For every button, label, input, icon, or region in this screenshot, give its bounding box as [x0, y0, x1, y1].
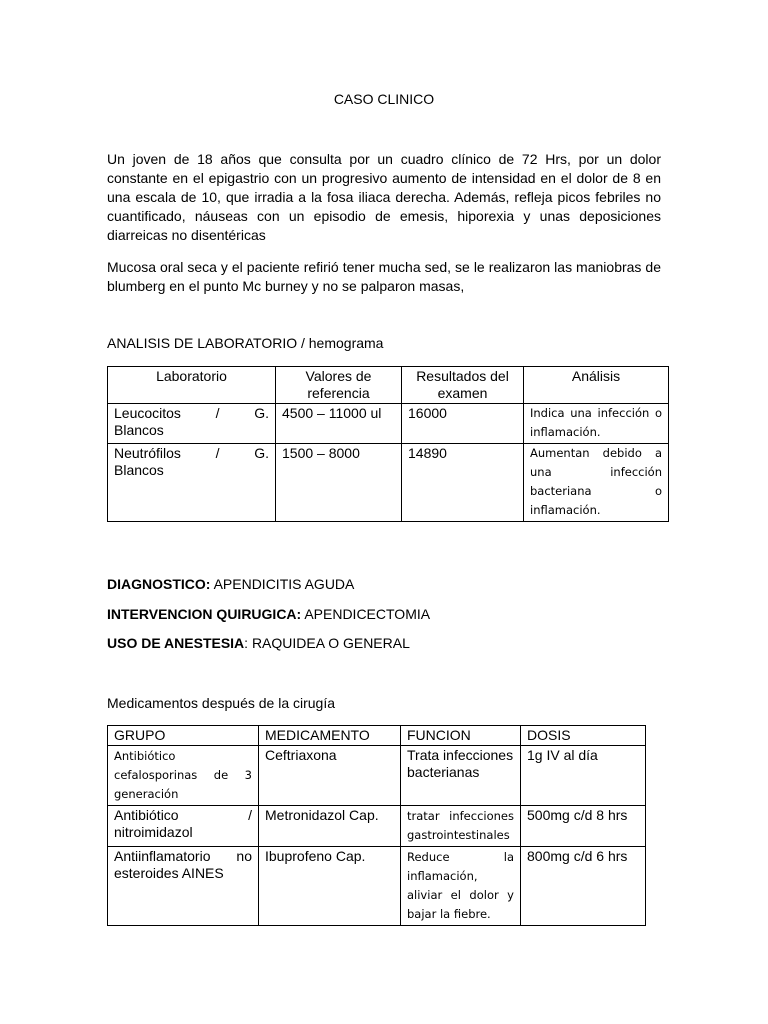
lab-header-result: Resultados del examen: [402, 367, 524, 404]
anesthesia-line: [107, 635, 410, 651]
meds-header-drug: MEDICAMENTO: [259, 726, 401, 746]
meds-cell-function: tratar infecciones gastrointestinales: [401, 806, 521, 847]
meds-cell-dose: 1g IV al día: [521, 746, 646, 806]
meds-cell-drug: Metronidazol Cap.: [259, 806, 401, 847]
lab-header-reference: Valores de referencia: [276, 367, 402, 404]
lab-name-part: Blancos: [114, 422, 164, 438]
diagnosis-line: [107, 576, 354, 592]
meds-cell-group: Antibiótico cefalosporinas de 3 generación: [108, 746, 259, 806]
lab-cell-result: 14890: [402, 444, 524, 522]
lab-header-laboratorio: Laboratorio: [108, 367, 276, 404]
meds-header-group: GRUPO: [108, 726, 259, 746]
case-paragraph-1: Un joven de 18 años que consulta por un cuadro clínico de 72 Hrs, por un dolor constante en el epigastrio con un progresivo aumento de intensidad en el dolor de 8 en una escala de 10, que irradia a la fosa iliaca derecha. Además, refleja picos febriles no cuantificado, náuseas con un episodio de emesis, hiporexia y unas deposiciones diarreicas no disentéricas: [107, 151, 661, 243]
lab-cell-analysis: Indica una infección o inflamación.: [524, 404, 669, 444]
surgery-label: INTERVENCION QUIRUGICA:: [107, 606, 302, 622]
meds-cell-dose: 500mg c/d 8 hrs: [521, 806, 646, 847]
lab-name-part: Leucocitos / G.: [114, 405, 269, 421]
table-row: [108, 806, 646, 847]
meds-cell-dose: 800mg c/d 6 hrs: [521, 847, 646, 926]
diagnosis-label: DIAGNOSTICO:: [107, 576, 211, 592]
lab-name-part: Neutrófilos / G.: [114, 445, 269, 461]
surgery-line: [107, 606, 430, 622]
meds-cell-group: Antibiótico / nitroimidazol: [108, 806, 259, 847]
table-row: [108, 404, 669, 444]
meds-table-header-row: [108, 726, 646, 746]
lab-cell-result: 16000: [402, 404, 524, 444]
meds-cell-function: Trata infecciones bacterianas: [401, 746, 521, 806]
table-row: [108, 444, 669, 522]
meds-cell-drug: Ibuprofeno Cap.: [259, 847, 401, 926]
lab-cell-reference: 4500 – 11000 ul: [276, 404, 402, 444]
document-title: CASO CLINICO: [333, 91, 435, 107]
diagnosis-value: APENDICITIS AGUDA: [210, 576, 355, 592]
meds-header-function: FUNCION: [401, 726, 521, 746]
meds-table: [107, 725, 646, 926]
meds-heading: Medicamentos después de la cirugía: [107, 695, 336, 711]
lab-table: [107, 366, 669, 522]
lab-cell-name: [108, 404, 276, 444]
lab-heading: ANALISIS DE LABORATORIO / hemograma: [107, 335, 384, 351]
anesthesia-label: USO DE ANESTESIA: [107, 635, 245, 651]
anesthesia-value: : RAQUIDEA O GENERAL: [244, 635, 410, 651]
meds-cell-group: Antiinflamatorio no esteroides AINES: [108, 847, 259, 926]
lab-table-header-row: [108, 367, 669, 404]
table-row: [108, 847, 646, 926]
lab-cell-analysis: Aumentan debido a una infección bacteriana o inflamación.: [524, 444, 669, 522]
table-row: [108, 746, 646, 806]
lab-header-analysis: Análisis: [524, 367, 669, 404]
meds-cell-function: Reduce la inflamación, aliviar el dolor y bajar la fiebre.: [401, 847, 521, 926]
surgery-value: APENDICECTOMIA: [301, 606, 431, 622]
lab-cell-name: [108, 444, 276, 522]
lab-cell-reference: 1500 – 8000: [276, 444, 402, 522]
meds-header-dose: DOSIS: [521, 726, 646, 746]
meds-cell-drug: Ceftriaxona: [259, 746, 401, 806]
case-paragraph-2: Mucosa oral seca y el paciente refirió tener mucha sed, se le realizaron las maniobras de blumberg en el punto Mc burney y no se palparon masas,: [107, 259, 661, 294]
lab-name-part: Blancos: [114, 462, 164, 478]
